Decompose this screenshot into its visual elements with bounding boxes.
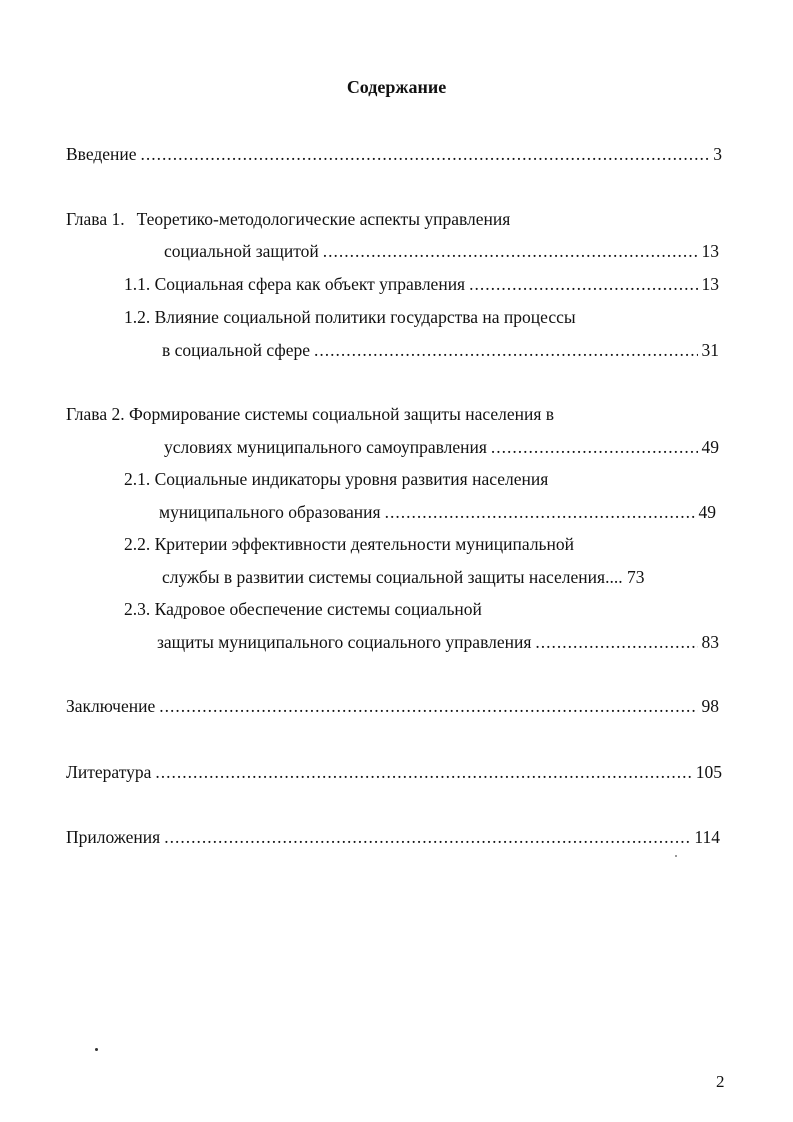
toc-entry-page: 13 xyxy=(701,241,719,261)
dot-leader xyxy=(164,829,690,847)
toc-entry-text: Введение xyxy=(66,144,137,164)
toc-entry-chapter-1-heading xyxy=(66,211,510,229)
toc-entry-chapter-1 xyxy=(164,243,719,261)
toc-entry-section-2-2 xyxy=(162,569,644,587)
dot-leader xyxy=(535,634,697,652)
toc-entry-page: 31 xyxy=(701,340,719,360)
dot-leader xyxy=(491,439,698,457)
toc-entry-text: социальной защитой xyxy=(164,241,319,261)
toc-entry-conclusion xyxy=(66,698,719,716)
toc-entry-text: Литература xyxy=(66,762,152,782)
toc-entry-text: Приложения xyxy=(66,827,161,847)
toc-entry-page: 13 xyxy=(701,274,719,294)
scan-speck xyxy=(675,855,677,857)
dot-leader xyxy=(141,146,710,164)
toc-entry-section-1-1 xyxy=(124,276,719,294)
page-number: 2 xyxy=(716,1072,725,1091)
page-title: Содержание xyxy=(346,77,447,97)
dot-leader xyxy=(323,243,698,261)
dot-leader xyxy=(469,276,697,294)
toc-entry-chapter-2-heading: Глава 2. Формирование системы социальной защиты населения в xyxy=(66,404,555,424)
dot-leader xyxy=(314,342,698,360)
toc-entry-text: муниципального образования xyxy=(159,502,381,522)
toc-entry-page: 73 xyxy=(626,567,645,587)
toc-entry-section-1-2-heading: 1.2. Влияние социальной политики государства на процессы xyxy=(124,307,576,327)
toc-entry-page: 114 xyxy=(694,827,720,847)
toc-entry-section-1-2 xyxy=(162,342,719,360)
toc-entry-chapter-2 xyxy=(164,439,719,457)
toc-entry-page: 49 xyxy=(698,502,716,522)
toc-entry-text: 1.1. Социальная сфера как объект управления xyxy=(124,274,466,294)
toc-entry-page: 83 xyxy=(701,632,719,652)
toc-entry-text: Теоретико-методологические аспекты управления xyxy=(136,209,511,229)
toc-entry-text: защиты муниципального социального управления xyxy=(157,632,532,652)
toc-entry-page: 3 xyxy=(713,144,722,164)
toc-entry-section-2-2-heading: 2.2. Критерии эффективности деятельности муниципальной xyxy=(124,534,575,554)
toc-entry-page: 105 xyxy=(695,762,722,782)
toc-entry-section-2-1-heading: 2.1. Социальные индикаторы уровня развития населения xyxy=(124,469,549,489)
toc-entry-section-2-1 xyxy=(159,504,716,522)
toc-entry-page: 49 xyxy=(701,437,719,457)
toc-entry-page: 98 xyxy=(701,696,719,716)
toc-entry-intro xyxy=(66,146,722,164)
toc-entry-section-2-3 xyxy=(157,634,719,652)
toc-entry-text: Заключение xyxy=(66,696,156,716)
toc-entry-appendix xyxy=(66,829,720,847)
toc-entry-text: в социальной сфере xyxy=(162,340,310,360)
toc-entry-section-2-3-heading: 2.3. Кадровое обеспечение системы социальной xyxy=(124,599,482,619)
chapter-label: Глава 1. xyxy=(66,209,125,229)
toc-entry-text: условиях муниципального самоуправления xyxy=(164,437,487,457)
dot-leader xyxy=(385,504,695,522)
toc-entry-literature xyxy=(66,764,722,782)
scan-speck xyxy=(95,1048,98,1051)
dot-leader xyxy=(155,764,691,782)
toc-entry-text: службы в развитии системы социальной защиты населения.... xyxy=(162,567,623,587)
dot-leader xyxy=(159,698,697,716)
